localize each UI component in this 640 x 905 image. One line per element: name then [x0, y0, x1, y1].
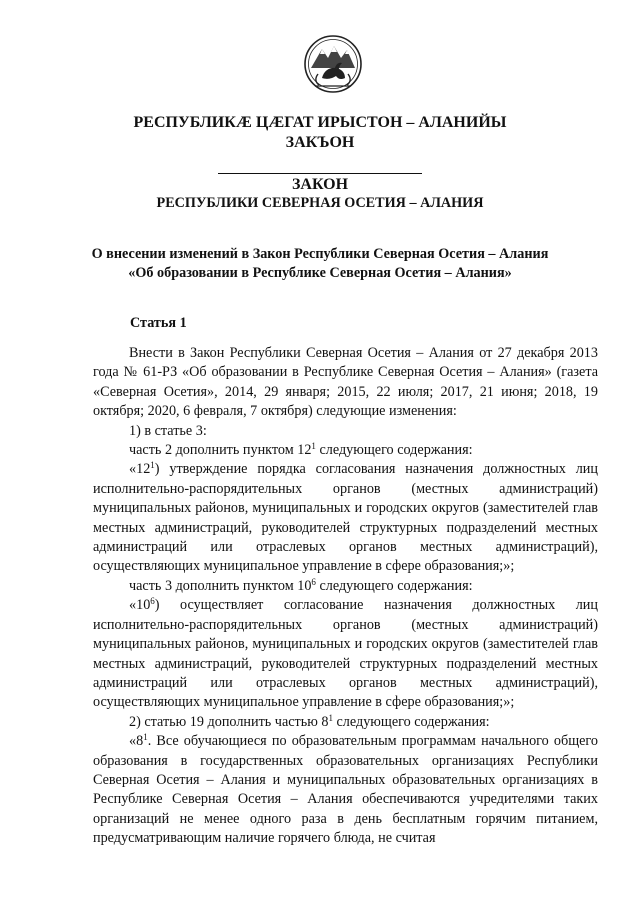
russian-law-title: ЗАКОН — [291, 176, 349, 193]
point-12-1-paragraph: «$12^1$) утверждение порядка согласования назначения должностных лиц исполнительно-распорядительных органов (местных администраций) муниципальных районов, муниципальных и городских округов (заместителей глав местных администраций, руководителей структурных подразделений местных администраций или отраслевых органов местных администраций), осуществляющих муниципальное управление в сфере образования;»; — [93, 460, 598, 575]
part-3-paragraph: часть 3 дополнить пунктом $10^6$ следующего содержания: — [129, 576, 473, 594]
ossetian-republic-title: РЕСПУБЛИКӔ ЦӔГАТ ИРЫСТОН – АЛАНИЙЫ — [133, 114, 507, 131]
item-2-paragraph: 2) статью 19 дополнить частью $8^1$ следующего содержания: — [129, 712, 490, 730]
header-divider — [218, 173, 422, 174]
part-2-paragraph: часть 2 дополнить пунктом $12^1$ следующего содержания: — [129, 441, 473, 459]
coat-of-arms-emblem — [303, 34, 363, 94]
law-title-line2: «Об образовании в Республике Северная Осетия – Алания» — [128, 265, 512, 281]
intro-paragraph: Внести в Закон Республики Северная Осетия – Алания от 27 декабря 2013 года № 61-РЗ «Об образовании в Республике Северная Осетия – Алания» (газета «Северная Осетия», 2014, 29 января; 2015, 22 июля; 2017, 21 июня; 2018, 19 октября; 2020, 6 февраля, 7 октября) следующие изменения: — [93, 345, 598, 420]
item-1-paragraph: 1) в статье 3: — [129, 422, 207, 439]
ossetian-law-title: ЗАКЪОН — [285, 134, 355, 151]
russian-republic-title: РЕСПУБЛИКИ СЕВЕРНАЯ ОСЕТИЯ – АЛАНИЯ — [156, 195, 484, 211]
article-heading: Статья 1 — [130, 315, 187, 331]
part-8-1-paragraph: «$8^1$. Все обучающиеся по образовательным программам начального общего образования в государственных образовательных организациях Республики Северная Осетия – Алания и муниципальных образовательных организациях в Республике Северная Осетия – Алания обеспечиваются учредителями таких организаций не менее одного раза в день бесплатным горячим питанием, предусматривающим наличие горячего блюда, не считая — [93, 732, 598, 847]
law-title-line1: О внесении изменений в Закон Республики Северная Осетия – Алания — [91, 246, 549, 262]
point-10-6-paragraph: «$10^6$) осуществляет согласование назначения должностных лиц исполнительно-распорядительных органов (местных администраций) муниципальных районов, муниципальных и городских округов (заместителей глав местных администраций, руководителей структурных подразделений местных администраций или отраслевых органов местных администраций), осуществляющих муниципальное управление в сфере образования;»; — [93, 596, 598, 711]
article-body — [93, 344, 598, 849]
